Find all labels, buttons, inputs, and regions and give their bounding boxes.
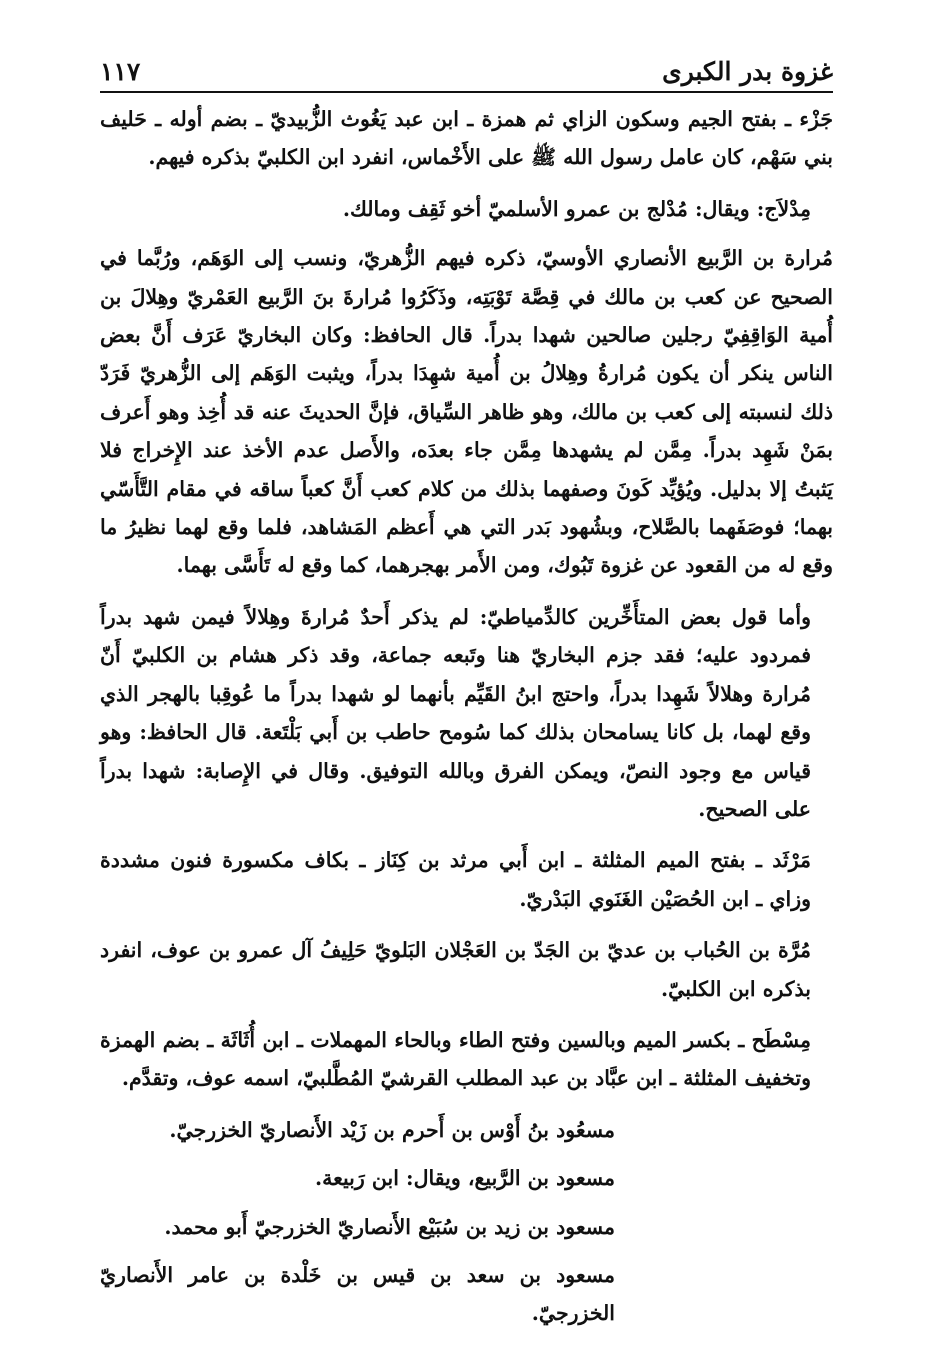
header-divider: [100, 91, 833, 93]
entry-masud-zayd: مسعود بن زيد بن سُبَيْع الأَنصاريّ الخزرجيّ أَبو محمد.: [164, 1214, 615, 1239]
entry-murra: مُرَّة بن الحُباب بن عديّ بن الجَدّ بن العَجْلان البَلويّ حَلِيفُ آل عمرو بن عوف، انفرد بذكره ابن الكلبيّ.: [100, 938, 811, 1001]
entry-masud-aws: مسعُود بنُ أَوْس بن أَحرم بن زَيْد الأَنصاريّ الخزرجيّ.: [169, 1117, 615, 1142]
page-header: [100, 40, 833, 92]
paragraph-dimyati-discussion: وأما قول بعض المتأَخِّرين كالدِّمياطيّ: لم يذكر أَحدٌ مُرارةَ وهِلالاً فيمن شهد بدراً فمردود عليه؛ فقد جزم البخاريّ هنا وتَبعه جماعة، وقد ذكر هشام بن الكلبيّ أَنّ مُرارة وهلالاً شَهِدا بدراً، واحتج ابنُ القَيِّم بأنهما لو شهدا بدراً ما عُوقِبا بالهجر الذي وقع لهما، بل كانا يسامحان بذلك كما سُومح حاطب بن أَبي بَلْتَعة. قال الحافظ: وهو قياس مع وجود النصّ، ويمكن الفرق وبالله التوفيق. وقال في الإِصابة: شهدا بدراً على الصحيح.: [100, 604, 811, 821]
page-body: [100, 100, 833, 1343]
entry-marthad: مَرْثَد ـ بفتح الميم المثلثة ـ ابن أَبي مرثد بن كِنَاز ـ بكاف مكسورة فنون مشددة وزاي ـ ابن الحُصَيْن الغَنَوي البَدْريّ.: [100, 848, 811, 911]
entry-jaz: جَزْء ـ بفتح الجيم وسكون الزاي ثم همزة ـ ابن عبد يَغُوث الزُّبيديّ ـ بضم أوله ـ حَليف بني سَهْم، كان عامل رسول الله ﷺ على الأَخْماس، انفرد ابن الكلبيّ بذكره فيهم.: [100, 107, 833, 170]
entry-masud-rabi: مسعود بن الرَّبيع، ويقال: ابن رَبيعة.: [314, 1166, 615, 1191]
entry-masud-saad: مسعود بن سعد بن قيس بن خَلْدة بن عامر الأَنصاريّ الخزرجيّ.: [100, 1262, 615, 1326]
entry-midlaj: مِدْلاَج: ويقال: مُدْلج بن عمرو الأسلميّ أخو ثَقِف ومالك.: [342, 196, 811, 221]
entry-mistah: مِسْطَح ـ بكسر الميم وبالسين وفتح الطاء وبالحاء المهملات ـ ابن أُثَاثَة ـ بضم الهمزة وتخفيف المثلثة ـ ابن عبَّاد بن عبد المطلب القرشيّ المُطَّلبيّ، اسمه عوف، وتقدَّم.: [100, 1027, 811, 1091]
page-number: ١١٧: [100, 57, 141, 86]
entry-murara: مُرارة بن الرَّبيع الأنصاري الأوسيّ، ذكره فيهم الزُّهريّ، ونسب إلى الوَهَم، ورُبَّما في الصحيح عن كعب بن مالك في قِصَّة تَوْبَتِه، وذَكَرُوا مُرارةَ بنَ الرَّبيع العَمْريّ وهِلالَ بن أُمية الوَاقِفِيّ رجلين صالحين شهدا بدراً. قال الحافظ: وكان البخاريّ عَرَف أَنَّ بعض الناس ينكر أن يكون مُرارةُ وهِلالُ بن أُمية شهِدَا بدراً، ويثبت الوَهَم إلى الزُّهريّ فَرَدّ ذلك لنسبته إلى كعب بن مالك، وهو ظاهر السِّياق، فإنَّ الحديثَ عنه قد أُخِذ وهو أَعرف بمَنْ شَهِد بدراً. مِمَّن لم يشهدها مِمَّن جاء بعدَه، والأَصل عدم الأخذ عند الإِخراج فلا يَثبتُ إلا بدليل. ويُؤيِّد كَونَ وصفهما بذلك من كلام كعب أَنَّ كعباً ساقه في مقام التَّأَسّي بهما؛ فوصَفَهما بالصَّلاح، وبشُهود بَدر التي هي أَعظم المَشاهد، فلما وقع لهما نظيرُ ما وقع له من القعود عن غزوة تَبُوك، ومن الأَمر بهجرهما، كما وقع له تَأَسَّى بهما.: [100, 246, 833, 578]
running-title: غزوة بدر الكبرى: [662, 57, 833, 86]
